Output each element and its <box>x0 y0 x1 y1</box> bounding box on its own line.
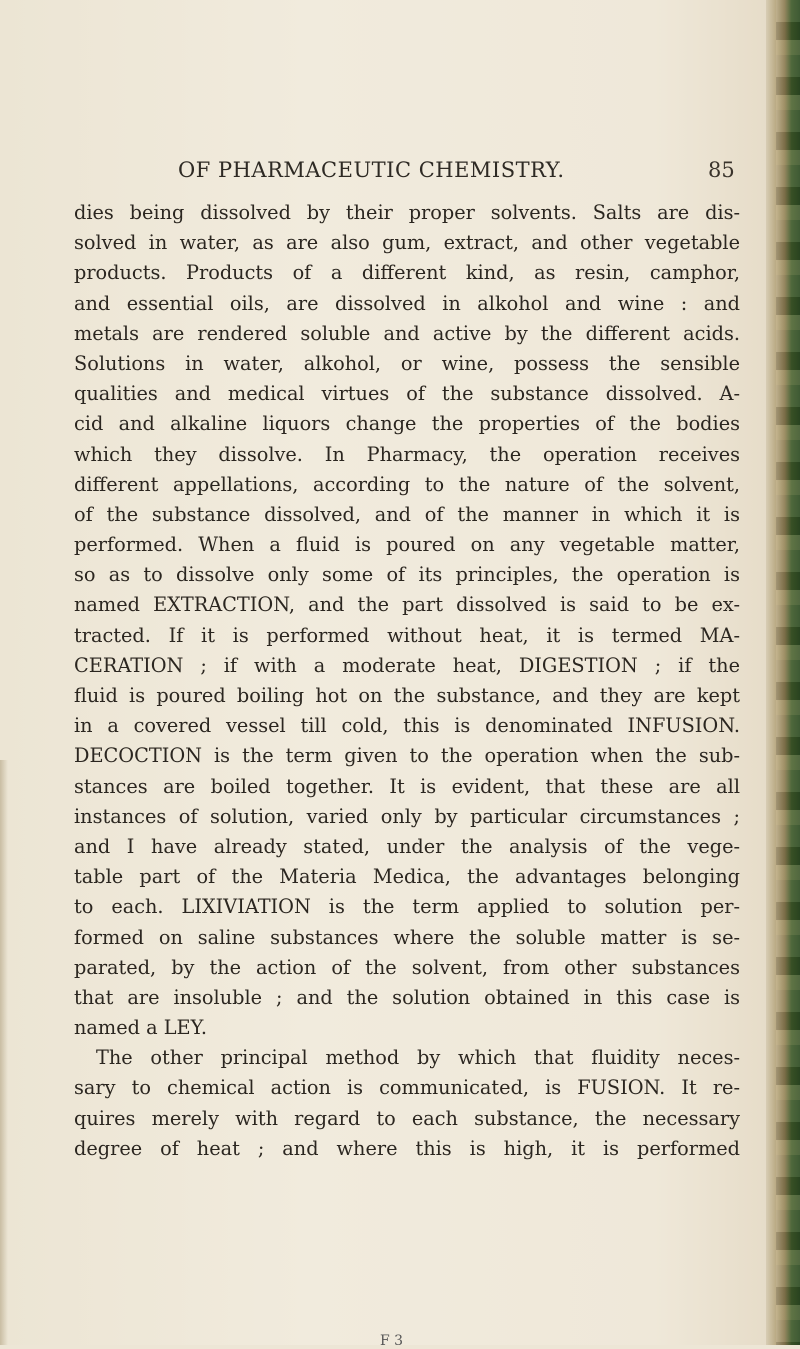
text-line: of the substance dissolved, and of the manner in which it is <box>74 502 740 526</box>
text-line: solved in water, as are also gum, extract, and other vegetable <box>74 231 740 255</box>
text-line: different appellations, according to the nature of the solvent, <box>74 472 740 496</box>
text-line: and essential oils, are dissolved in alkohol and wine : and <box>74 291 740 315</box>
book-edge <box>766 0 800 1345</box>
running-head <box>0 158 770 188</box>
text-line: which they dissolve. In Pharmacy, the operation receives <box>74 442 740 466</box>
text-line: dies being dissolved by their proper solvents. Salts are dis- <box>74 201 740 224</box>
text-line: and I have already stated, under the analysis of the vege- <box>74 834 740 858</box>
text-line: instances of solution, varied only by particular circumstances ; <box>74 804 740 828</box>
signature-mark: F 3 <box>380 1333 404 1349</box>
page-number: 85 <box>708 158 735 182</box>
body-text <box>74 198 740 1164</box>
paragraph-end-line: named a LEY. <box>74 1016 207 1040</box>
text-line: qualities and medical virtues of the substance dissolved. A- <box>74 382 740 406</box>
text-line: to each. LIXIVIATION is the term applied to solution per- <box>74 895 740 919</box>
text-line: so as to dissolve only some of its principles, the operation is <box>74 563 740 587</box>
text-line: formed on saline substances where the soluble matter is se- <box>74 925 740 949</box>
text-line: Solutions in water, alkohol, or wine, possess the sensible <box>74 351 740 375</box>
text-line: parated, by the action of the solvent, from other substances <box>74 955 740 979</box>
text-line: DECOCTION is the term given to the operation when the sub- <box>74 744 740 768</box>
text-line: performed. When a fluid is poured on any vegetable matter, <box>74 533 740 557</box>
text-line: degree of heat ; and where this is high, it is performed <box>74 1136 740 1160</box>
paragraph-start-line: The other principal method by which that fluidity neces- <box>96 1046 740 1070</box>
text-line: tracted. If it is performed without heat, it is termed MA- <box>74 623 740 647</box>
page-title: OF PHARMACEUTIC CHEMISTRY. <box>178 158 565 182</box>
text-line: fluid is poured boiling hot on the substance, and they are kept <box>74 684 740 707</box>
text-line: products. Products of a different kind, as resin, camphor, <box>74 261 740 285</box>
text-line: named EXTRACTION, and the part dissolved is said to be ex- <box>74 593 740 617</box>
text-line: in a covered vessel till cold, this is denominated INFUSION. <box>74 714 740 738</box>
text-line: that are insoluble ; and the solution obtained in this case is <box>74 985 740 1009</box>
text-line: sary to chemical action is communicated, is FUSION. It re- <box>74 1076 740 1100</box>
text-line: CERATION ; if with a moderate heat, DIGESTION ; if the <box>74 653 740 677</box>
text-line: metals are rendered soluble and active by the different acids. <box>74 321 740 345</box>
text-line: quires merely with regard to each substance, the necessary <box>74 1106 740 1130</box>
text-line: stances are boiled together. It is evident, that these are all <box>74 774 740 798</box>
text-line: table part of the Materia Medica, the advantages belonging <box>74 865 740 889</box>
page-gutter-shadow <box>0 760 8 1345</box>
text-line: cid and alkaline liquors change the properties of the bodies <box>74 412 740 436</box>
